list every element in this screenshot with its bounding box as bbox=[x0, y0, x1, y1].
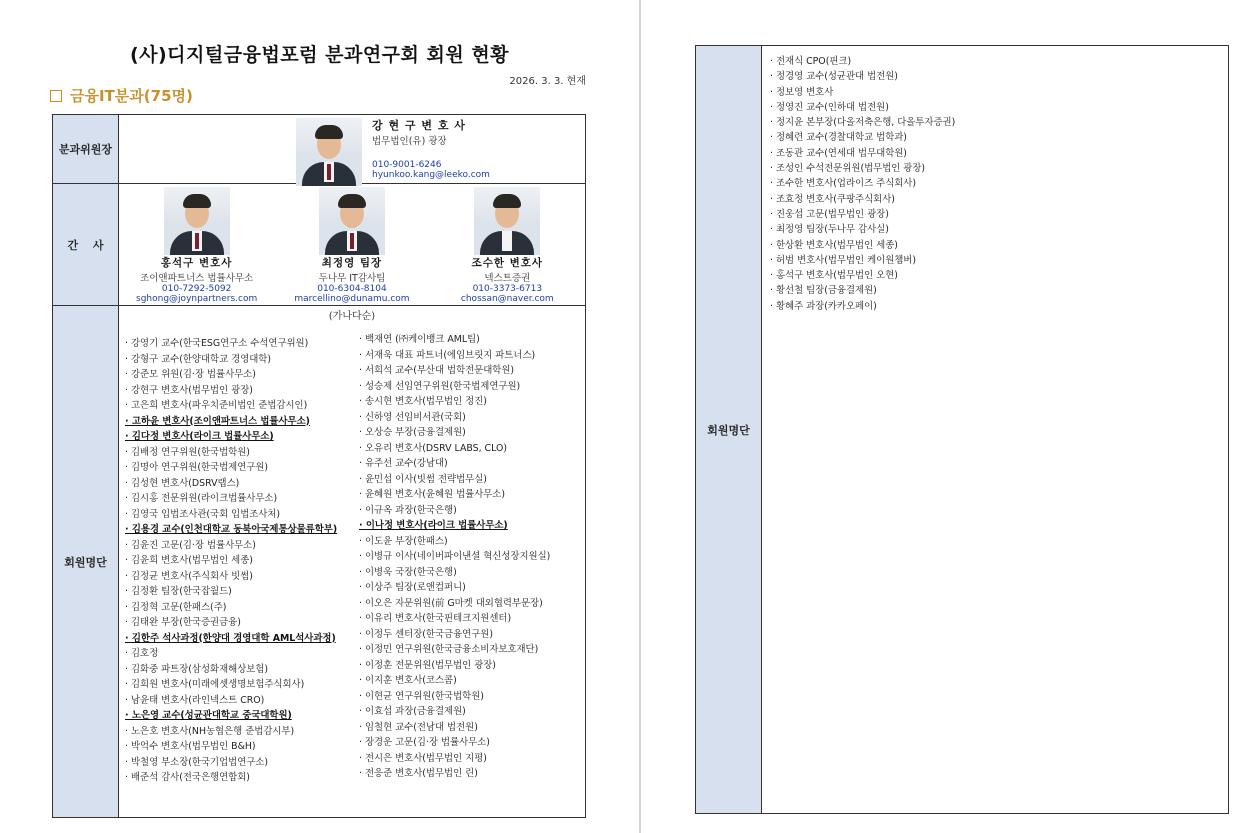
member-list-item: · 강현구 변호사(법무법인 광장) bbox=[125, 384, 253, 396]
member-list-item: · 이현균 연구위원(한국법학원) bbox=[359, 690, 484, 702]
member-list-item: · 조동관 교수(연세대 법무대학원) bbox=[770, 147, 907, 159]
member-list-item: · 황선철 팀장(금융결제원) bbox=[770, 285, 877, 297]
secretary-3 bbox=[432, 187, 582, 304]
member-list-item: · 이정두 센터장(한국금융연구원) bbox=[359, 628, 493, 640]
member-list-item: · 박철영 부소장(한국기업법연구소) bbox=[125, 756, 269, 768]
members-column-2 bbox=[359, 332, 550, 782]
member-list-item: · 한상환 변호사(법무법인 세종) bbox=[770, 239, 898, 251]
secretary-name: 최정영 팀장 bbox=[321, 257, 383, 269]
member-list-item: · 이오은 자문위원(前 G마켓 대외협력부문장) bbox=[359, 597, 543, 609]
member-list-item: · 김영국 입법조사관(국회 입법조사처) bbox=[125, 508, 281, 520]
secretary-1 bbox=[122, 187, 272, 304]
member-list-item: · 정영진 교수(인하대 법전원) bbox=[770, 101, 889, 113]
member-list-item: · 이규옥 과장(한국은행) bbox=[359, 504, 457, 516]
secretary-phone: 010-7292-5092 bbox=[161, 284, 232, 294]
member-list-item: · 김호정 bbox=[125, 648, 159, 659]
member-list-item: · 김명아 연구위원(한국법제연구원) bbox=[125, 462, 269, 473]
label-members: 회원명단 bbox=[696, 46, 762, 814]
member-list-item: · 노은호 변호사(NH농협은행 준법감시부) bbox=[125, 725, 295, 737]
secretary-email[interactable]: sghong@joynpartners.com bbox=[136, 294, 258, 304]
member-list-item: · 전응준 변호사(법무법인 린) bbox=[359, 768, 478, 779]
member-list-item: · 서희석 교수(부산대 법학전문대학원) bbox=[359, 365, 515, 376]
member-table-continued bbox=[695, 45, 1229, 814]
member-list-item: · 김태완 부장(한국증권금융) bbox=[125, 617, 241, 628]
chair-phone: 010-9001-6246 bbox=[372, 160, 442, 170]
secretary-2 bbox=[277, 187, 427, 304]
member-list-item: · 오상승 부장(금융결제원) bbox=[359, 427, 466, 438]
secretary-email[interactable]: chossan@naver.com bbox=[460, 294, 554, 304]
member-list-item: · 김정환 팀장(한국잡월드) bbox=[125, 586, 232, 597]
member-list-item: · 전시은 변호사(법무법인 지평) bbox=[359, 752, 487, 764]
member-list-item: · 김한주 석사과정(한양대 경영대학 AML석사과정) bbox=[125, 632, 336, 644]
member-list-item: · 윤민섭 이사(빗썸 전략법무실) bbox=[359, 473, 487, 485]
member-list-item: · 이병욱 국장(한국은행) bbox=[359, 566, 457, 578]
label-members: 회원명단 bbox=[53, 306, 119, 818]
secretary-phone: 010-3373-6713 bbox=[472, 284, 543, 294]
members-column-1 bbox=[125, 336, 337, 786]
member-list-item: · 신하영 선임비서관(국회) bbox=[359, 411, 466, 423]
member-list-item: · 고하윤 변호사(조이앤파트너스 법률사무소) bbox=[125, 415, 310, 427]
chair-name: 강 현 구 변 호 사 bbox=[372, 119, 466, 132]
member-list-item: · 강영기 교수(한국ESG연구소 수석연구위원) bbox=[125, 338, 309, 349]
member-list-item: · 이지훈 변호사(코스콤) bbox=[359, 675, 457, 686]
chair-email[interactable]: hyunkoo.kang@leeko.com bbox=[372, 170, 490, 180]
member-list-item: · 이상주 팀장(로앤컴퍼니) bbox=[359, 582, 466, 593]
member-list-item: · 이병규 이사(네이버파이낸셜 혁신성장지원실) bbox=[359, 551, 551, 562]
member-list-item: · 임철현 교수(전남대 법전원) bbox=[359, 721, 478, 733]
label-chair: 분과위원장 bbox=[53, 115, 119, 184]
member-list-item: · 허범 변호사(법무법인 케이원챔버) bbox=[770, 254, 917, 266]
member-list-item: · 조성인 수석전문위원(법무법인 광장) bbox=[770, 163, 926, 175]
member-list-item: · 최정영 팀장(두나무 감사실) bbox=[770, 224, 889, 236]
member-list-item: · 조효정 변호사(쿠팡주식회사) bbox=[770, 193, 895, 205]
member-list-item: · 김정균 변호사(주식회사 빗썸) bbox=[125, 570, 253, 582]
chair-photo bbox=[296, 118, 362, 186]
secretary-name: 조수한 변호사 bbox=[471, 257, 544, 269]
member-list-item: · 장경운 고문(김·장 법률사무소) bbox=[359, 737, 490, 748]
member-list-item: · 정지윤 본부장(다올저축은행, 다올투자증권) bbox=[770, 117, 956, 129]
member-list-item: · 강준모 위원(김·장 법률사무소) bbox=[125, 369, 256, 380]
member-list-item: · 배준석 감사(전국은행연합회) bbox=[125, 772, 250, 783]
member-list-item: · 김배정 연구위원(한국법학원) bbox=[125, 446, 250, 458]
member-list-item: · 진웅섭 고문(법무법인 광장) bbox=[770, 208, 889, 220]
secretary-email[interactable]: marcellino@dunamu.com bbox=[294, 294, 410, 304]
secretary-phone: 010-6304-8104 bbox=[317, 284, 387, 294]
secretary-org: 넥스트증권 bbox=[484, 273, 531, 284]
member-list-item: · 김용경 교수(인천대학교 동북아국제통상물류학부) bbox=[125, 524, 338, 535]
section-heading bbox=[50, 85, 193, 106]
member-list-item: · 이정훈 전문위원(법무법인 광장) bbox=[359, 659, 496, 671]
chair-cell bbox=[119, 115, 586, 184]
member-list-item: · 오유리 변호사(DSRV LABS, CLO) bbox=[359, 442, 507, 454]
secretary-org: 조이앤파트너스 법률사무소 bbox=[140, 273, 254, 284]
members-cell-continued bbox=[762, 46, 1229, 814]
member-list-item: · 백재연 (㈜케이뱅크 AML팀) bbox=[359, 334, 480, 345]
member-list-item: · 김정혁 고문(한패스(주) bbox=[125, 601, 227, 613]
secretary-photo bbox=[474, 187, 540, 255]
member-list-item: · 노은영 교수(성균관대학교 중국대학원) bbox=[125, 710, 292, 721]
member-list-item: · 황혜주 과장(카카오페이) bbox=[770, 300, 877, 312]
member-list-item: · 송시현 변호사(법무법인 정진) bbox=[359, 396, 487, 407]
section-title: 금융IT분과(75명) bbox=[70, 87, 193, 105]
member-list-item: · 이유리 변호사(한국핀테크지원센터) bbox=[359, 613, 512, 624]
label-secretary: 간 사 bbox=[53, 184, 119, 306]
as-of-date: 2026. 3. 3. 현재 bbox=[509, 76, 586, 87]
member-list-item: · 조수한 변호사(업라이즈 주식회사) bbox=[770, 178, 917, 190]
secretary-photo bbox=[319, 187, 385, 255]
secretary-cell bbox=[119, 184, 586, 306]
checkbox-square-icon bbox=[50, 90, 62, 102]
member-list-item: · 전재식 CPO(핀크) bbox=[770, 56, 852, 67]
member-list-item: · 성승제 선임연구위원(한국법제연구원) bbox=[359, 380, 521, 392]
member-list-item: · 이나정 변호사(라이크 법률사무소) bbox=[359, 520, 508, 531]
secretary-name: 홍석구 변호사 bbox=[160, 257, 233, 269]
member-list-item: · 남윤태 변호사(라인넥스트 CRO) bbox=[125, 694, 265, 706]
member-list-item: · 이효섭 과장(금융결제원) bbox=[359, 706, 466, 717]
document-title: (사)디지털금융법포럼 분과연구회 회원 현황 bbox=[129, 44, 510, 66]
member-list-item: · 이정민 연구위원(한국금융소비자보호재단) bbox=[359, 644, 539, 655]
member-list-item: · 김희원 변호사(미래에셋생명보험주식회사) bbox=[125, 679, 305, 690]
chair-org: 법무법인(유) 광장 bbox=[372, 136, 447, 147]
member-list-item: · 김화중 파트장(삼성화재해상보험) bbox=[125, 663, 269, 675]
secretary-org: 두나무 IT감사팀 bbox=[318, 273, 386, 284]
member-list-item: · 윤혜원 변호사(윤혜원 법률사무소) bbox=[359, 489, 506, 500]
member-list-item: · 이도윤 부장(한패스) bbox=[359, 535, 448, 547]
member-list-item: · 정혜련 교수(경찰대학교 법학과) bbox=[770, 132, 907, 144]
member-list-item: · 김성현 변호사(DSRV랩스) bbox=[125, 477, 240, 489]
member-list-item: · 김시홍 전문위원(라이크법률사무소) bbox=[125, 493, 278, 504]
member-list-item: · 정보영 변호사 bbox=[770, 86, 834, 98]
member-list-item: · 김윤희 변호사(법무법인 세종) bbox=[125, 555, 253, 566]
members-cell bbox=[119, 306, 586, 818]
member-table bbox=[52, 114, 586, 818]
member-list-item: · 강형구 교수(한양대학교 경영대학) bbox=[125, 353, 272, 365]
member-list-item: · 박억수 변호사(법무법인 B&H) bbox=[125, 741, 256, 752]
member-list-item: · 서재욱 대표 파트너(에임브릿지 파트너스) bbox=[359, 349, 536, 361]
member-list-item: · 김윤진 고문(김·장 법률사무소) bbox=[125, 539, 256, 551]
members-column-3 bbox=[762, 46, 1228, 314]
secretary-photo bbox=[164, 187, 230, 255]
member-list-item: · 김다정 변호사(라이크 법률사무소) bbox=[125, 431, 274, 442]
member-list-item: · 고은희 변호사(파우치준비법인 준법감시인) bbox=[125, 400, 308, 411]
members-order-note: (가나다순) bbox=[328, 311, 376, 322]
member-list-item: · 홍석구 변호사(법무법인 오현) bbox=[770, 270, 898, 282]
member-list-item: · 정경영 교수(성균관대 법전원) bbox=[770, 71, 898, 83]
member-list-item: · 유주선 교수(강남대) bbox=[359, 458, 448, 469]
